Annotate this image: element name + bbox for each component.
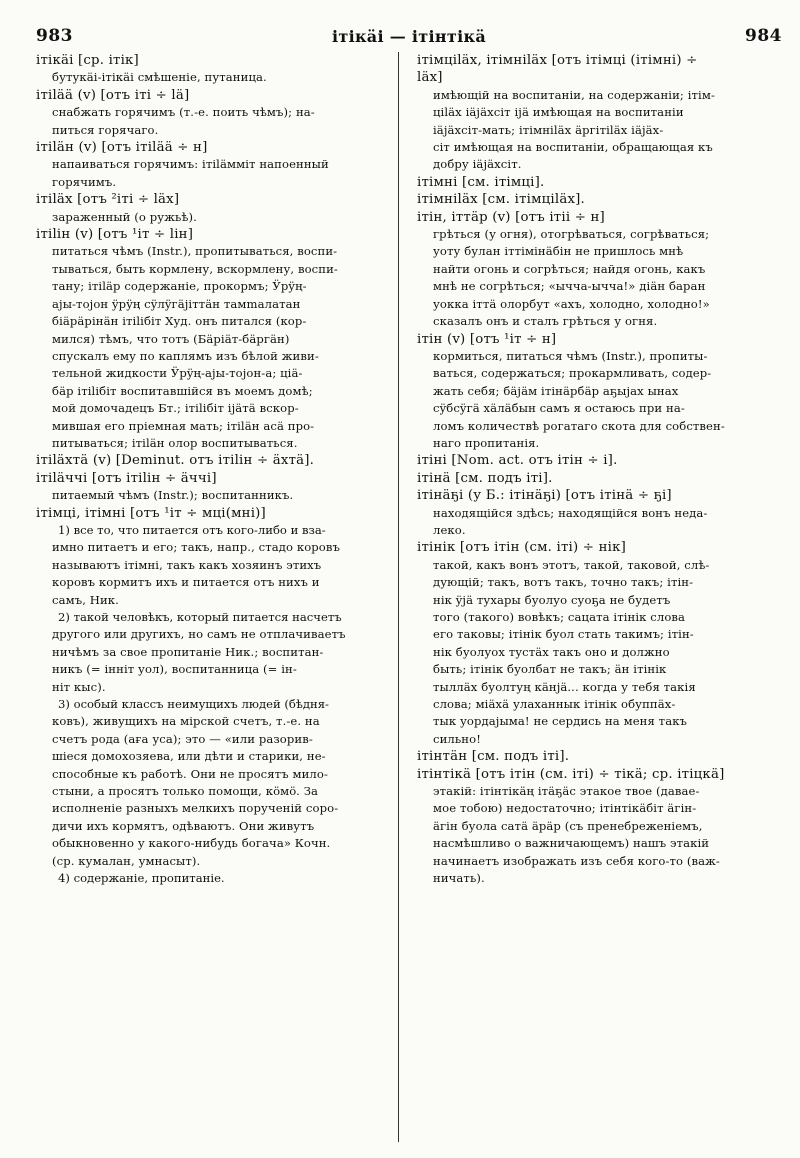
definition-line: питаемый чѣмъ (Instr.); воспитанникъ. [52, 488, 294, 503]
dictionary-entry [26, 452, 390, 469]
headword-line: ітіläн (v) [отъ ітilää ÷ н] [36, 140, 208, 156]
definition-line: ніт кыс). [52, 679, 106, 694]
dictionary-entry [407, 191, 786, 208]
definition-line: снабжать горячимъ (т.-е. поить чѣмъ); на- [52, 105, 315, 120]
headword-line: ітінтікä [отъ ітін (см. іті) ÷ тікä; ср. ітіцкä] [417, 766, 725, 782]
headword-line: ітін, іттäр (v) [отъ ітii ÷ н] [417, 209, 605, 225]
definition-line: находящійся здѣсь; находящійся вонъ неда- [433, 505, 708, 520]
dictionary-entry [26, 470, 390, 505]
definition-line: тык уордаjыма! не сердись на меня такъ [433, 714, 688, 729]
headword-line: ітімціläx, ітімніläx [отъ ітімці (ітімні) ÷ [417, 53, 698, 68]
definition-line: äгiн буола сатä äрäр (съ пренебреженіемъ, [433, 818, 703, 833]
headword-line: ітімні [см. ітімці]. [417, 174, 545, 190]
definition-line: сÿбсÿгä хäлäбын самъ я остаюсь при на- [433, 401, 685, 416]
definition-line: этакій: ітінтікäң ітäҕäс этакое твое (давае- [433, 784, 700, 799]
definition-line: такой, какъ вонъ этотъ, такой, таковой, слѣ- [433, 557, 710, 572]
dictionary-entry [26, 87, 390, 139]
headword-line: ітінi [Nom. act. отъ ітін ÷ і]. [417, 453, 618, 469]
definition-line: питываться; ітiläн олор воспитываться. [52, 435, 298, 450]
definition-line: найти огонь и согрѣться; найдя огонь, какъ [433, 261, 706, 276]
dictionary-entry [26, 191, 390, 226]
dictionary-entry [26, 226, 390, 452]
definition-line: имѣющій на воспитаніи, на содержаніи; ітім- [433, 87, 715, 102]
definition-line: коровъ кормитъ ихъ и питается отъ нихъ и [52, 575, 320, 590]
definition-line: мнѣ не согрѣться; «ычча-ычча!» діäн баран [433, 279, 706, 294]
dictionary-entry [407, 452, 786, 469]
definition-line: быть; ітінік буолбат не такъ; äн ітінік [433, 662, 667, 677]
definition-line: того (такого) вовѣкъ; сацата ітінік слова [433, 610, 686, 624]
definition-line: нік буолуох тустäх такъ оно и должно [433, 644, 670, 659]
definition-line: жать себя; бäjäм ітінäрбäр аҕыjах ынах [433, 383, 679, 398]
dictionary-entry [407, 766, 786, 888]
sense-line: 2) такой человѣкъ, который питается насчетъ [58, 610, 342, 624]
definition-line: слова; міäхä улаханнык ітінік обуппäх- [433, 697, 676, 712]
definition-line: біäрäрiнäн ітiliбiт Худ. онъ питался (кор- [52, 314, 307, 329]
definition-line: нік ÿjä тухары буолуо суоҕа не будетъ [433, 592, 671, 607]
definition-line: начинаетъ изображать изъ себя кого-то (важ- [433, 853, 720, 868]
running-head: ітікäі — ітінтікä [331, 27, 486, 46]
definition-line: бäр ітiliбiт воспитавшійся въ моемъ домѣ; [52, 383, 313, 398]
definition-line: обыкновенно у какого-нибудь богача» Кочн. [52, 836, 331, 851]
headword-line: läx] [417, 70, 443, 86]
definition-line: добру іäjäхсiт. [433, 157, 522, 172]
dictionary-entry [407, 539, 786, 748]
left-column [26, 52, 398, 1142]
sense-line: 4) содержаніе, пропитаніе. [58, 871, 225, 886]
dictionary-entry [407, 209, 786, 331]
headword-line: ітiläччi [отъ ітiliн ÷ äччi] [36, 470, 217, 486]
definition-line: имно питаетъ и его; такъ, напр., стадо коровъ [52, 540, 340, 555]
headword-line: ітінтäн [см. подъ іті]. [417, 749, 570, 765]
definition-line: питаться чѣмъ (Instr.), пропитываться, воспи- [52, 244, 338, 259]
definition-line: никъ (= інніт уол), воспитанница (= ін- [52, 662, 297, 677]
two-column-body [26, 52, 786, 1142]
definition-line: способные къ работѣ. Они не просятъ мило- [52, 766, 328, 781]
dictionary-entry [26, 609, 390, 696]
definition-line: мившая его пріемная мать; ітiläн асä про- [52, 418, 315, 433]
definition-line: дующій; такъ, вотъ такъ, точно такъ; ітін- [433, 575, 694, 590]
definition-line: іäjäхсiт-мать; ітімніläх äргiтiläх іäjäх- [433, 122, 664, 137]
definition-line: (ср. кумалан, умнасыт). [52, 853, 201, 868]
headword-line: ітімніläx [см. ітімціläх]. [417, 192, 585, 208]
definition-line: называютъ ітімні, такъ какъ хозяинъ этихъ [52, 557, 322, 572]
definition-line: ничѣмъ за свое пропитаніе Ник.; воспитан- [52, 644, 324, 659]
definition-line: бутукäі-ітікäі смѣшеніе, путаница. [52, 70, 267, 85]
headword-line: ітін (v) [отъ ¹іт ÷ н] [417, 331, 557, 347]
dictionary-entry [407, 174, 786, 191]
dictionary-entry [407, 470, 786, 487]
headword-line: ітікäі [ср. ітік] [36, 53, 139, 68]
dictionary-entry [26, 505, 390, 522]
headword-line: ітінä [см. подъ іті]. [417, 470, 553, 486]
definition-line: дичи ихъ кормятъ, одѣваютъ. Они живутъ [52, 818, 315, 833]
definition-line: самъ, Ник. [52, 592, 119, 607]
definition-line: сказалъ онъ и сталъ грѣться у огня. [433, 314, 658, 329]
dictionary-entry [407, 69, 786, 173]
definition-line: аjы-тоjон ÿрÿң сÿлÿгäjiттäн тамmалатан [52, 296, 301, 311]
definition-line: счетъ рода (аға уса); это — «или разорив- [52, 731, 313, 746]
definition-line: стыни, а просятъ только помощи, кöмö. За [52, 784, 319, 799]
definition-line: ломъ количествѣ рогатаго скота для собствен- [433, 418, 725, 433]
definition-line: тываться, быть кормлену, вскормлену, воспи- [52, 261, 338, 276]
definition-line: горячимъ. [52, 174, 117, 189]
right-page-number: 984 [744, 26, 782, 46]
dictionary-entry [26, 870, 390, 887]
definition-line: питься горячаго. [52, 122, 159, 137]
dictionary-entry [26, 139, 390, 191]
definition-line: ваться, содержаться; прокармливать, содер- [433, 366, 712, 381]
dictionary-entry [407, 331, 786, 453]
definition-line: наго пропитанія. [433, 435, 540, 450]
headword-line: ітiläxтä (v) [Deminut. отъ ітiliн ÷ äхтä]. [36, 453, 315, 469]
definition-line: исполненіе разныхъ мелкихъ порученій соро- [52, 801, 339, 816]
definition-line: насмѣшливо о важничающемъ) нашъ этакій [433, 836, 710, 851]
page-header [26, 0, 786, 52]
dictionary-entry [407, 748, 786, 765]
definition-line: тыллäх буолтуң кäнjä... когда у тебя такія [433, 679, 696, 694]
definition-line: леко. [433, 522, 466, 537]
dictionary-entry [26, 522, 390, 609]
headword-line: ітіlää (v) [отъ іті ÷ lä] [36, 87, 190, 103]
definition-line: уоту булан іттімінäбiн не пришлось мнѣ [433, 244, 684, 259]
headword-line: ітiliн (v) [отъ ¹іт ÷ liн] [36, 227, 194, 243]
sense-line: 3) особый классъ неимущихъ людей (бѣдня- [58, 697, 329, 712]
headword-line: ітімці, ітімні [отъ ¹іт ÷ мці(мні)] [36, 505, 266, 521]
definition-line: шіеся домохозяева, или дѣти и старики, не- [52, 749, 326, 764]
dictionary-entry [407, 52, 786, 69]
definition-line: зараженный (о ружьѣ). [52, 209, 197, 224]
dictionary-entry [26, 52, 390, 87]
definition-line: ничать). [433, 871, 485, 886]
definition-line: мился) тѣмъ, что тотъ (Бäрiäт-бäргäн) [52, 331, 290, 346]
left-page-number: 983 [36, 26, 73, 46]
headword-line: ітінäҕі (у Б.: ітінäҕі) [отъ ітінä ÷ ҕі] [417, 488, 672, 504]
definition-line: уокка іттä олорбут «ахъ, холодно, холодно!» [433, 296, 710, 311]
definition-line: грѣться (у огня), отогрѣваться, согрѣваться; [433, 227, 710, 242]
definition-line: ковъ), живущихъ на мірской счетъ, т.-е. на [52, 714, 320, 729]
definition-line: сильно! [433, 731, 481, 746]
definition-line: сiт имѣющая на воспитаніи, обращающая къ [433, 140, 713, 155]
definition-line: тельной жидкости Ӱрÿң-аjы-тоjон-а; ціä- [52, 366, 303, 381]
sense-line: 1) все то, что питается отъ кого-либо и вза- [58, 522, 326, 537]
dictionary-entry [26, 696, 390, 870]
right-column [398, 52, 786, 1142]
dictionary-entry [407, 487, 786, 539]
definition-line: напаиваться горячимъ: ітiläммiт напоенный [52, 157, 329, 172]
headword-line: ітiläx [отъ ²іті ÷ läх] [36, 192, 180, 208]
definition-line: мое тобою) недостаточно; ітінтікäбiт äгiн- [433, 801, 697, 816]
definition-line: другого или другихъ, но самъ не отплачиваетъ [52, 627, 346, 642]
definition-line: тану; ітiläр содержаніе, прокормъ; Ӱрÿң- [52, 279, 307, 294]
headword-line: ітінік [отъ ітін (см. іті) ÷ нік] [417, 540, 626, 556]
definition-line: мой домочадецъ Бт.; ітiliбiт іjäтä вскор- [52, 401, 299, 416]
definition-line: кормиться, питаться чѣмъ (Instr.), пропиты- [433, 348, 708, 363]
definition-line: ціläх іäjäхсiт іjä имѣющая на воспитаніи [433, 105, 684, 120]
definition-line: спускалъ ему по каплямъ изъ бѣлой живи- [52, 348, 319, 363]
definition-line: его таковы; ітінік буол стать такимъ; ітін- [433, 627, 694, 642]
